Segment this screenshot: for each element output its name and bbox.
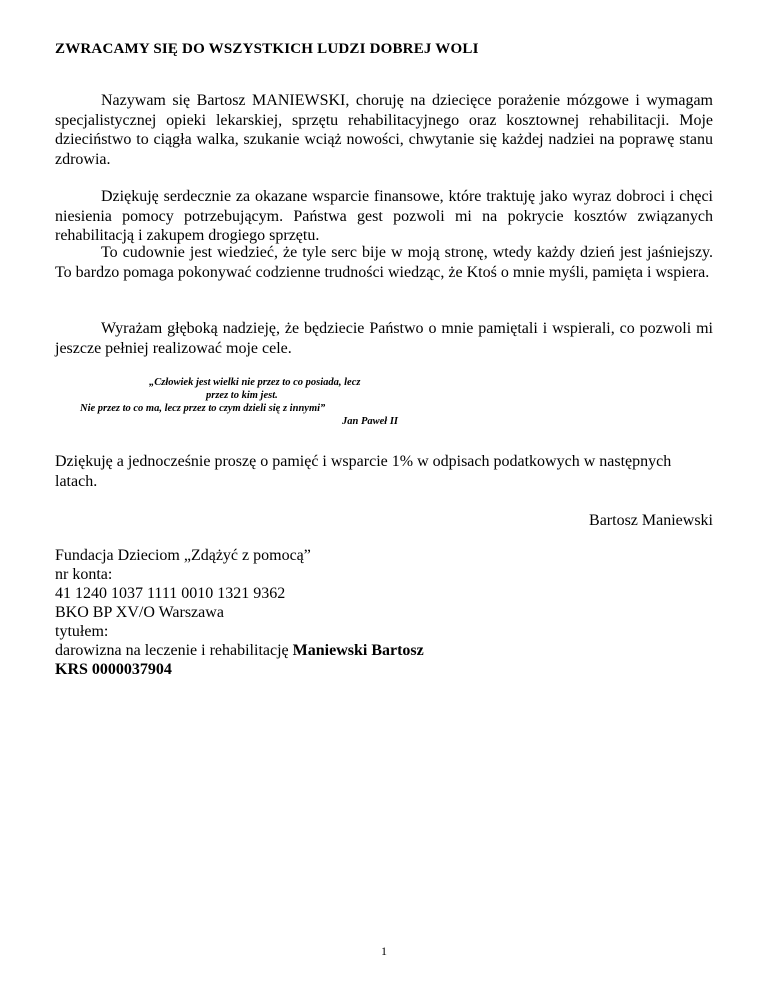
closing-paragraph: Dziękuję a jednocześnie proszę o pamięć i wsparcie 1% w odpisach podatkowych w następnych latach. [55,453,672,490]
transfer-title [55,642,424,661]
title-label: tytułem: [55,623,109,640]
page-number: 1 [381,944,387,958]
hearts-paragraph: To cudownie jest wiedzieć, że tyle serc bije w moją stronę, wtedy każdy dzień jest jaśniejszy. To bardzo pomaga pokonywać codzienne trudności wiedząc, że Ktoś o mnie myśli, pamięta i wspiera. [55,244,713,281]
account-number: 41 1240 1037 1111 0010 1321 9362 [55,585,286,602]
transfer-title-text: darowizna na leczenie i rehabilitację [55,642,293,659]
intro-paragraph: Nazywam się Bartosz MANIEWSKI, choruję na dziecięce porażenie mózgowe i wymagam specjalistycznej opieki lekarskiej, sprzętu rehabilitacyjnego oraz kosztownej rehabilitacji. Moje dzieciństwo to ciągła walka, szukanie wciąż nowości, chwytanie się każdej nadziei na poprawę stanu zdrowia. [55,92,713,168]
transfer-title-name: Maniewski Bartosz [292,642,424,659]
bank-name: BKO BP XV/O Warszawa [55,604,224,621]
foundation-name: Fundacja Dzieciom „Zdążyć z pomocą” [55,547,311,564]
thanks-paragraph: Dziękuję serdecznie za okazane wsparcie finansowe, które traktuję jako wyraz dobroci i chęci niesienia pomocy potrzebującym. Państwa gest pozwoli mi na pokrycie kosztów związanych rehabilitacją i zakupem drogiego sprzętu. [55,188,713,244]
quote-line: „Człowiek jest wielki nie przez to co posiada, lecz [149,377,361,388]
signature: Bartosz Maniewski [589,512,713,529]
page-heading: ZWRACAMY SIĘ DO WSZYSTKICH LUDZI DOBREJ WOLI [55,41,479,57]
hope-paragraph: Wyrażam głęboką nadzieję, że będziecie Państwo o mnie pamiętali i wspierali, co pozwoli mi jeszcze pełniej realizować moje cele. [55,320,713,357]
krs-number: KRS 0000037904 [55,661,172,678]
quote-line: przez to kim jest. [206,390,278,401]
quote-line: Nie przez to co ma, lecz przez to czym dzieli się z innymi” [80,403,326,414]
account-label: nr konta: [55,566,113,583]
quote-author: Jan Paweł II [342,416,399,427]
